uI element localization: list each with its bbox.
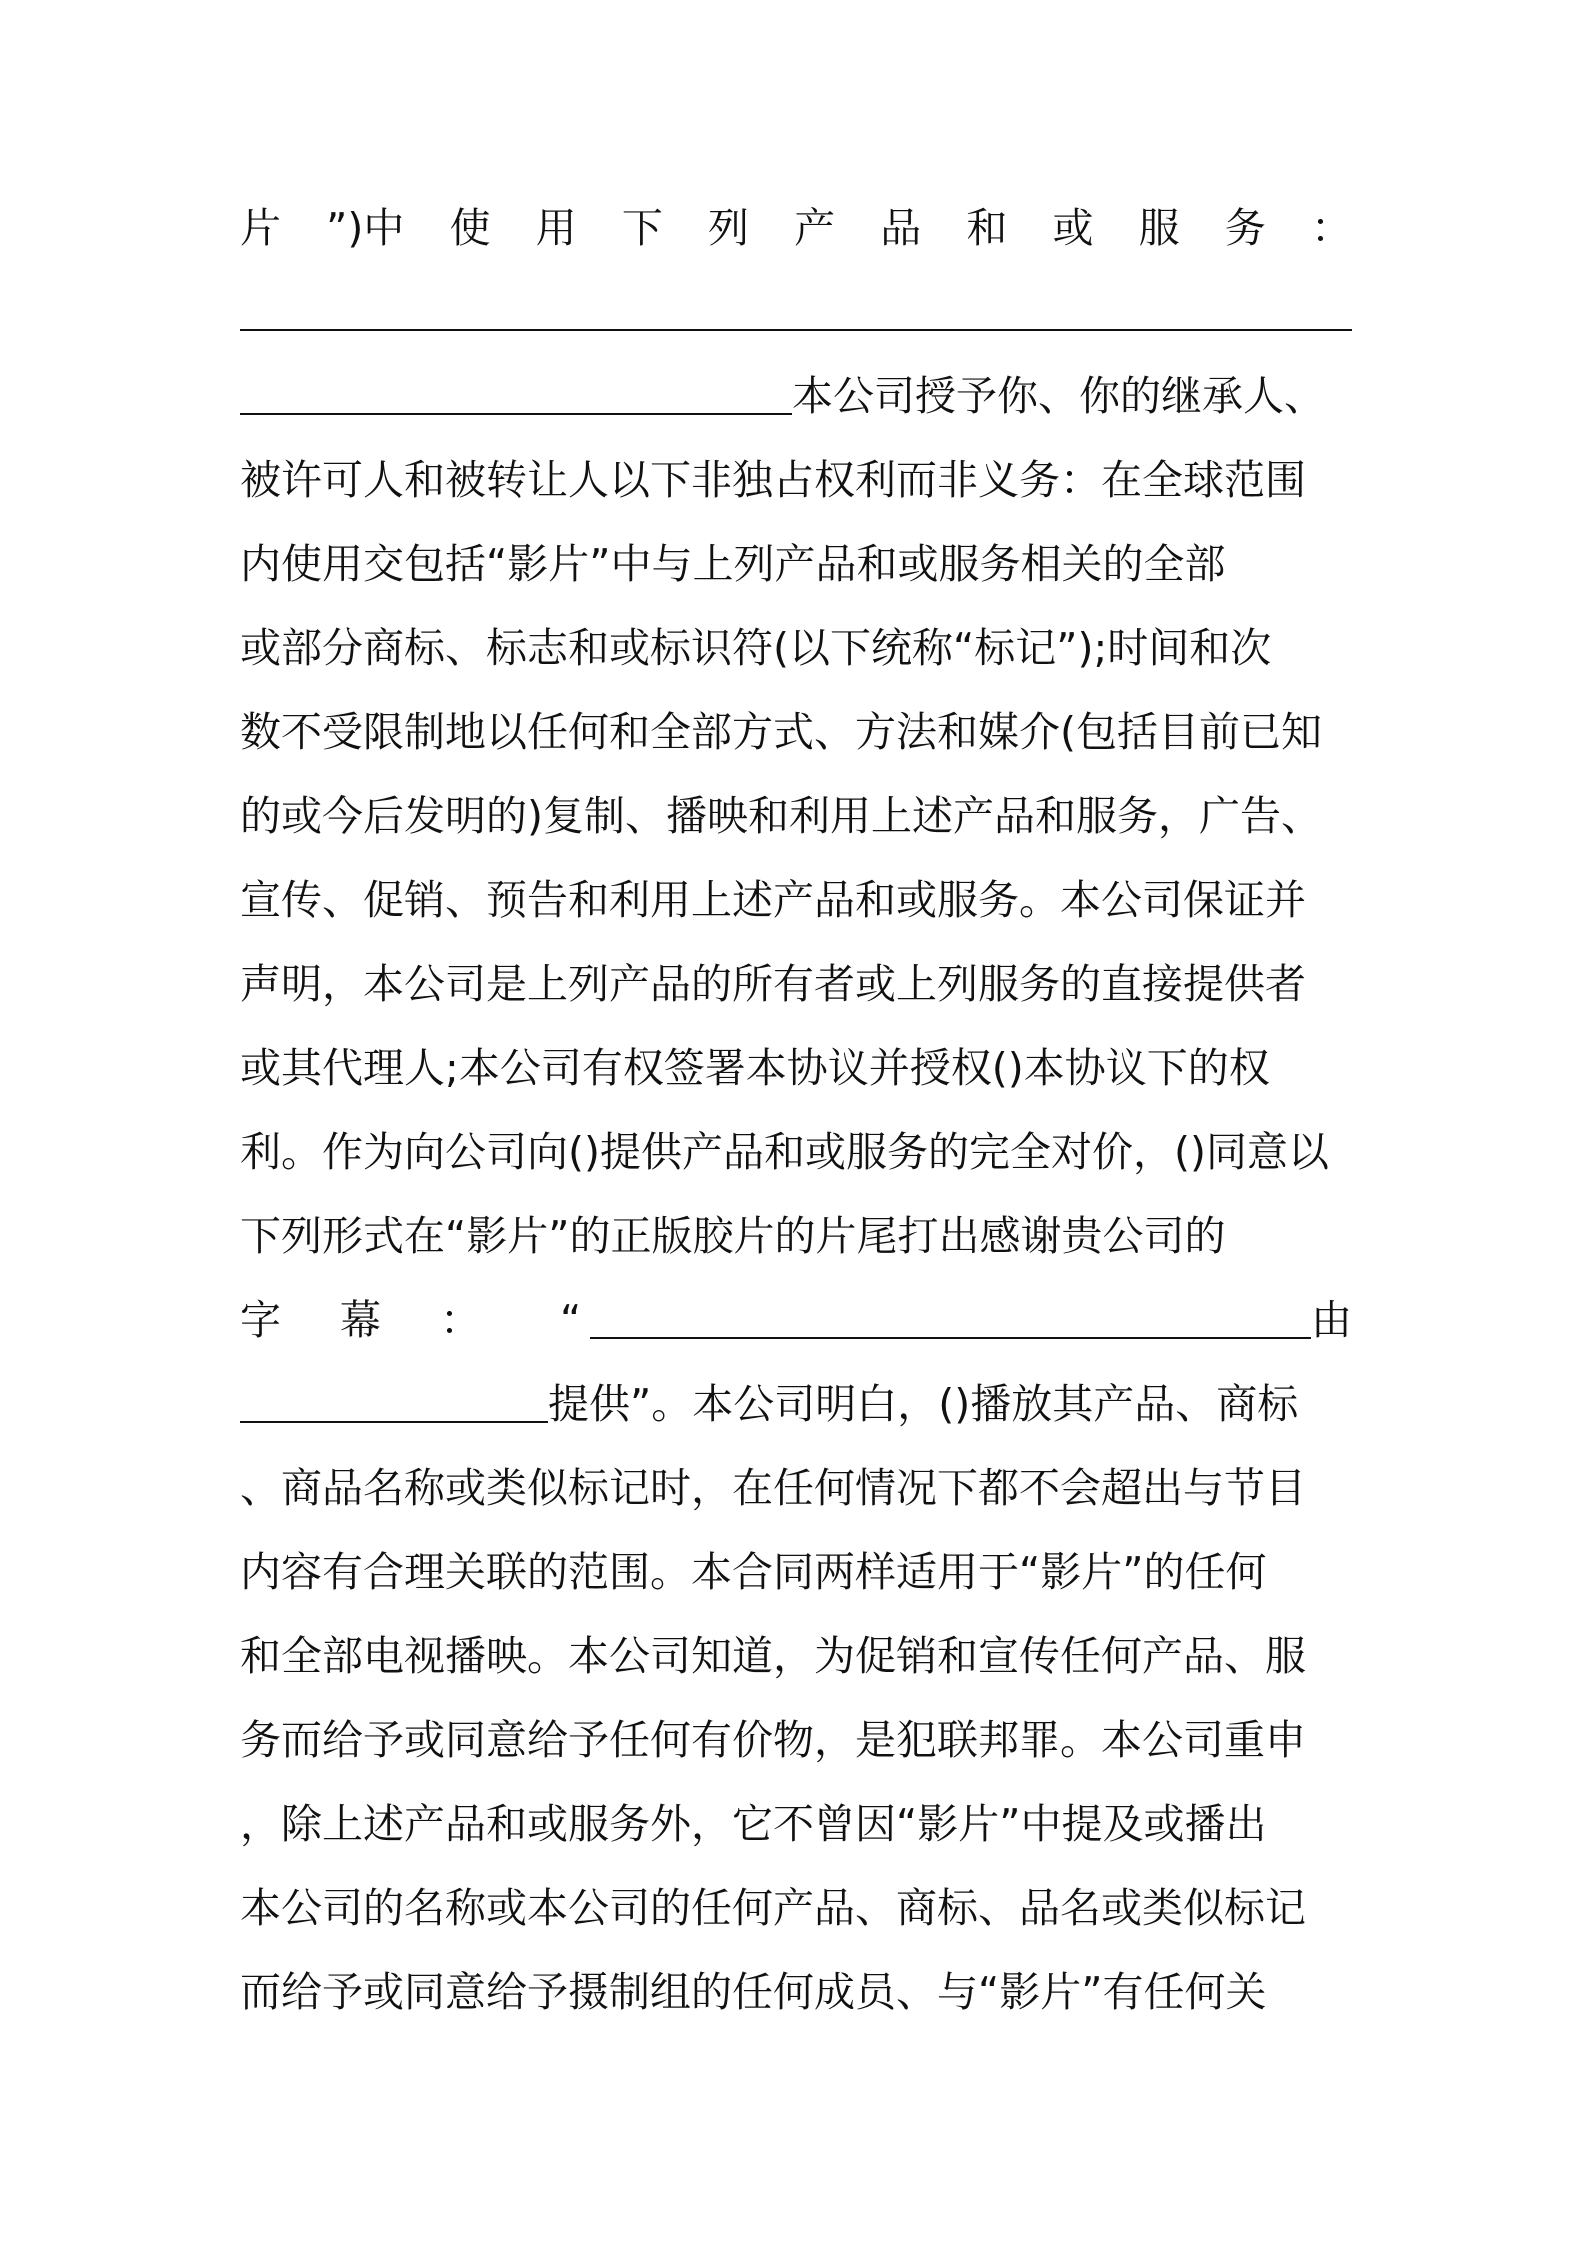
line-1-char: 用 (535, 204, 577, 252)
line-14-char: ： (440, 1296, 481, 1344)
text-line: 或其代理人;本公司有权签署本协议并授权()本协议下的权 (240, 1044, 1270, 1092)
text-line: 数不受限制地以任何和全部方式、方法和媒介(包括目前已知 (240, 708, 1322, 756)
line-1-char: 产 (794, 204, 836, 252)
text-line: 和全部电视播映。本公司知道，为促销和宣传任何产品、服 (240, 1632, 1306, 1680)
line-1-char: 或 (1052, 204, 1094, 252)
text-line: 内使用交包括“影片”中与上列产品和或服务相关的全部 (240, 540, 1226, 588)
text-line: 而给予或同意给予摄制组的任何成员、与“影片”有任何关 (240, 1968, 1267, 2016)
line-15 (240, 1362, 1352, 1446)
text-line: 下列形式在“影片”的正版胶片的片尾打出感谢贵公司的 (240, 1212, 1226, 1260)
line-1-char: 列 (707, 204, 749, 252)
line-1-char: 下 (621, 204, 663, 252)
line-3 (240, 354, 1352, 438)
text-line: 宣传、促销、预告和利用上述产品和或服务。本公司保证并 (240, 876, 1306, 924)
line-1-char: 片 (240, 204, 281, 252)
text-line: ，除上述产品和或服务外，它不曾因“影片”中提及或播出 (240, 1800, 1267, 1848)
blank-underline (590, 1337, 1311, 1339)
line-14-quote: “ (560, 1296, 582, 1344)
blank-underline (240, 1421, 548, 1423)
line-3-text: 本公司授予你、你的继承人、 (792, 372, 1325, 420)
line-1-char: 品 (880, 204, 922, 252)
text-line: 或部分商标、标志和或标识符(以下统称“标记”);时间和次 (240, 624, 1272, 672)
line-1 (240, 186, 1352, 270)
text-line: 内容有合理关联的范围。本合同两样适用于“影片”的任何 (240, 1548, 1267, 1596)
line-14-char: 字 (240, 1296, 281, 1344)
text-line: 本公司的名称或本公司的任何产品、商标、品名或类似标记 (240, 1884, 1306, 1932)
line-14 (240, 1278, 1352, 1362)
text-line: 声明，本公司是上列产品的所有者或上列服务的直接提供者 (240, 960, 1306, 1008)
line-1-char: 服 (1138, 204, 1180, 252)
line-1-char: ”)中 (326, 204, 405, 252)
text-line: 被许可人和被转让人以下非独占权利而非义务：在全球范围 (240, 456, 1306, 504)
blank-underline (240, 329, 1352, 331)
line-1-char: 使 (449, 204, 491, 252)
line-14-char: 幕 (340, 1296, 381, 1344)
line-15-text: 提供”。本公司明白，()播放其产品、商标 (548, 1380, 1299, 1428)
blank-underline (240, 413, 792, 415)
text-line: 、商品名称或类似标记时，在任何情况下都不会超出与节目 (240, 1464, 1306, 1512)
text-line: 利。作为向公司向()提供产品和或服务的完全对价，()同意以 (240, 1128, 1329, 1176)
line-1-char: 和 (966, 204, 1008, 252)
line-1-char: ： (1310, 204, 1352, 252)
text-line: 务而给予或同意给予任何有价物，是犯联邦罪。本公司重申 (240, 1716, 1306, 1764)
text-line: 的或今后发明的)复制、播映和利用上述产品和服务，广告、 (240, 792, 1322, 840)
line-1-char: 务 (1224, 204, 1266, 252)
line-14-end: 由 (1311, 1296, 1352, 1344)
line-2 (240, 270, 1352, 354)
